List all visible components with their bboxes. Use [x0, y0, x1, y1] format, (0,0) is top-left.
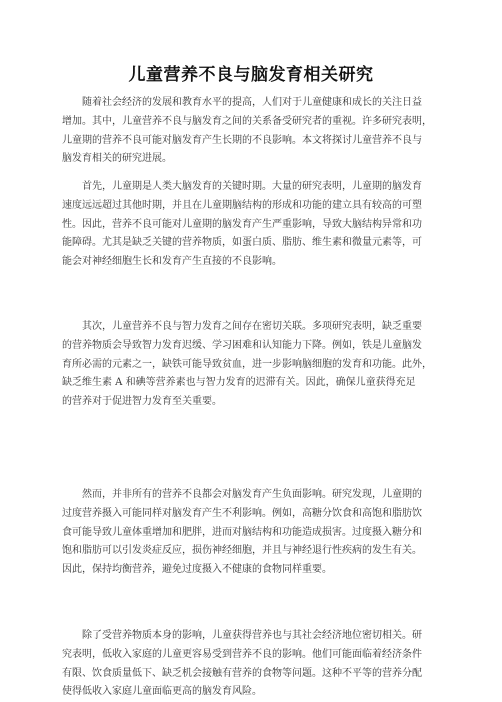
- paragraph-line: 除了受营养物质本身的影响，儿童获得营养也与其社会经济地位密切相关。研: [82, 630, 422, 641]
- paragraph-line: 食可能导致儿童体重增加和肥胖，进而对脑结构和功能造成损害。过度摄入糖分和: [62, 526, 422, 538]
- paragraph-overnutrition: [62, 486, 442, 580]
- paragraph-line: 有限、饮食质量低下、缺乏机会接触有营养的食物等问题。这种不平等的营养分配: [62, 667, 422, 679]
- paragraph-line: 缺乏维生素 A 和碘等营养素也与智力发育的迟滞有关。因此，确保儿童获得充足: [62, 377, 416, 389]
- paragraph-line: 首先，儿童期是人类大脑发育的关键时期。大量的研究表明，儿童期的脑发育: [82, 181, 422, 192]
- paragraph-line: 的营养对于促进智力发育至关重要。: [62, 396, 222, 408]
- paragraph-line: 儿童期的营养不良可能对脑发育产生长期的不良影响。本文将探讨儿童营养不良与: [62, 134, 422, 146]
- paragraph-line: 随着社会经济的发展和教育水平的提高，人们对于儿童健康和成长的关注日益: [82, 97, 422, 108]
- paragraph-line: 速度远远超过其他时期，并且在儿童期脑结构的形成和功能的建立具有较高的可塑: [62, 199, 422, 211]
- paragraph-critical-period: [62, 178, 442, 272]
- paragraph-line: 性。因此，营养不良可能对儿童期的脑发育产生严重影响，导致大脑结构异常和功: [62, 218, 422, 230]
- paragraph-line: 脑发育相关的研究进展。: [62, 153, 172, 165]
- paragraph-line: 增加。其中，儿童营养不良与脑发育之间的关系备受研究者的重视。许多研究表明，: [62, 115, 432, 127]
- paragraph-line: 的营养物质会导致智力发育迟缓、学习困难和认知能力下降。例如，铁是儿童脑发: [62, 339, 422, 351]
- paragraph-line: 能会对神经细胞生长和发育产生直接的不良影响。: [62, 256, 282, 268]
- paragraph-line: 使得低收入家庭儿童面临更高的脑发育风险。: [62, 686, 262, 698]
- document-title: 儿童营养不良与脑发育相关研究: [128, 65, 374, 85]
- paragraph-line: 育所必需的元素之一，缺铁可能导致贫血，进一步影响脑细胞的发育和功能。此外，: [62, 358, 432, 370]
- paragraph-line: 究表明，低收入家庭的儿童更容易受到营养不良的影响。他们可能面临着经济条件: [62, 648, 422, 660]
- paragraph-line: 饱和脂肪可以引发炎症反应，损伤神经细胞，并且与神经退行性疾病的发生有关。: [62, 545, 422, 557]
- paragraph-line: 因此，保持均衡营养，避免过度摄入不健康的食物同样重要。: [62, 564, 332, 576]
- paragraph-intro: [62, 94, 442, 169]
- paragraph-line: 过度营养摄入可能同样对脑发育产生不利影响。例如，高糖分饮食和高饱和脂肪饮: [62, 507, 422, 519]
- paragraph-socioeconomic: [62, 627, 442, 702]
- paragraph-line: 能障碍。尤其是缺乏关键的营养物质，如蛋白质、脂肪、维生素和微量元素等，可: [62, 237, 422, 249]
- paragraph-line: 其次，儿童营养不良与智力发育之间存在密切关联。多项研究表明，缺乏重要: [82, 321, 422, 332]
- paragraph-line: 然而，并非所有的营养不良都会对脑发育产生负面影响。研究发现，儿童期的: [82, 489, 422, 500]
- paragraph-intelligence: [62, 318, 442, 412]
